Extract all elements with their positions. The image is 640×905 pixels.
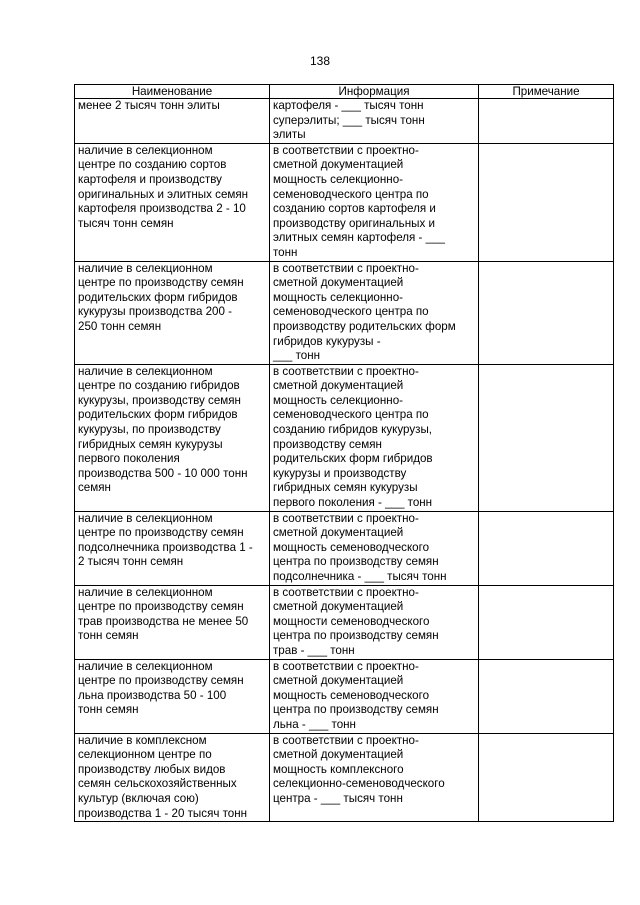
table-header-row — [75, 85, 614, 99]
cell-line: центра по производству семян — [273, 703, 439, 717]
cell-line: родительских форм гибридов — [78, 408, 238, 422]
cell-line: тысяч тонн семян — [78, 216, 174, 230]
cell-line: мощность семеноводческого — [273, 540, 430, 554]
cell-line: мощности семеноводческого — [273, 614, 430, 628]
table-row — [75, 511, 614, 585]
cell-line: наличие в селекционном — [78, 511, 213, 525]
cell-info — [270, 733, 479, 822]
header-name: Наименование — [75, 85, 270, 99]
cell-line: картофеля - ___ тысяч тонн — [273, 99, 424, 112]
cell-line: центра по производству семян — [273, 629, 439, 643]
cell-line: льна производства 50 - 100 — [78, 688, 227, 702]
page-number: 138 — [309, 54, 331, 68]
cell-line: семеноводческого центра по — [273, 305, 429, 319]
cell-note — [479, 143, 614, 261]
cell-line: трав - ___ тонн — [273, 643, 355, 657]
cell-line: центре по производству семян — [78, 526, 244, 540]
cell-line: сметной документацией — [273, 379, 404, 393]
cell-line: картофеля и производству — [78, 172, 222, 186]
cell-line: ___ тонн — [273, 349, 320, 363]
table-row — [75, 261, 614, 364]
cell-line: производству родительских форм — [273, 319, 456, 333]
cell-note — [479, 585, 614, 659]
cell-line: трав производства не менее 50 — [78, 614, 249, 628]
table-row — [75, 99, 614, 144]
cell-line: льна - ___ тонн — [273, 717, 356, 731]
cell-line: селекционно-семеноводческого — [273, 777, 445, 791]
cell-line: наличие в селекционном — [78, 585, 213, 599]
cell-info — [270, 261, 479, 364]
cell-info — [270, 659, 479, 733]
cell-line: сметной документацией — [273, 748, 404, 762]
cell-line: наличие в селекционном — [78, 659, 213, 673]
cell-line: центра по производству семян — [273, 555, 439, 569]
cell-line: суперэлиты; ___ тысяч тонн — [273, 113, 425, 127]
cell-line: в соответствии с проектно- — [273, 261, 419, 275]
cell-name — [75, 585, 270, 659]
table-row — [75, 364, 614, 511]
cell-line: менее 2 тысяч тонн элиты — [78, 99, 220, 112]
cell-line: в соответствии с проектно- — [273, 659, 419, 673]
table-row — [75, 733, 614, 822]
cell-info — [270, 511, 479, 585]
cell-line: мощность селекционно- — [273, 290, 403, 304]
header-note: Примечание — [479, 85, 614, 99]
cell-line: оригинальных и элитных семян — [78, 187, 249, 201]
cell-name — [75, 364, 270, 511]
cell-info — [270, 99, 479, 144]
cell-line: производства 500 - 10 000 тонн — [78, 466, 248, 480]
cell-line: тонн семян — [78, 703, 139, 717]
table-row — [75, 659, 614, 733]
cell-line: центре по производству семян — [78, 276, 244, 290]
cell-note — [479, 99, 614, 144]
cell-line: родительских форм гибридов — [78, 290, 238, 304]
table-row — [75, 143, 614, 261]
cell-line: производства 1 - 20 тысяч тонн — [78, 806, 248, 820]
table-row — [75, 585, 614, 659]
cell-note — [479, 261, 614, 364]
cell-line: 250 тонн семян — [78, 319, 162, 333]
cell-line: первого поколения - ___ тонн — [273, 496, 433, 510]
cell-line: кукурузы и производству — [273, 466, 407, 480]
cell-line: кукурузы, по производству — [78, 423, 221, 437]
cell-line: производству оригинальных и — [273, 216, 435, 230]
cell-line: тонн семян — [78, 629, 139, 643]
cell-line: элитных семян картофеля - ___ — [273, 231, 445, 245]
cell-line: первого поколения — [78, 452, 180, 466]
cell-line: семян — [78, 481, 111, 495]
cell-info — [270, 364, 479, 511]
cell-line: мощность семеноводческого — [273, 688, 430, 702]
cell-line: селекционном центре по — [78, 748, 212, 762]
cell-line: кукурузы, производству семян — [78, 393, 241, 407]
cell-line: центре по производству семян — [78, 674, 244, 688]
cell-line: сметной документацией — [273, 158, 404, 172]
cell-line: наличие в селекционном — [78, 364, 213, 378]
cell-line: в соответствии с проектно- — [273, 511, 419, 525]
cell-line: сметной документацией — [273, 600, 404, 614]
cell-line: элиты — [273, 128, 306, 142]
cell-line: центра - ___ тысяч тонн — [273, 791, 403, 805]
cell-line: гибридных семян кукурузы — [273, 481, 418, 495]
cell-line: мощность комплексного — [273, 762, 404, 776]
cell-line: в соответствии с проектно- — [273, 364, 419, 378]
cell-line: гибридных семян кукурузы — [78, 437, 223, 451]
cell-name — [75, 659, 270, 733]
cell-line: в соответствии с проектно- — [273, 143, 419, 157]
cell-line: подсолнечника производства 1 - — [78, 540, 253, 554]
cell-line: культур (включая сою) — [78, 791, 199, 805]
cell-line: сметной документацией — [273, 526, 404, 540]
cell-line: созданию сортов картофеля и — [273, 202, 436, 216]
cell-line: центре по созданию сортов — [78, 158, 227, 172]
cell-info — [270, 143, 479, 261]
cell-line: семян сельскохозяйственных — [78, 777, 237, 791]
cell-name — [75, 261, 270, 364]
cell-line: мощность селекционно- — [273, 393, 403, 407]
cell-note — [479, 511, 614, 585]
cell-line: семеноводческого центра по — [273, 187, 429, 201]
cell-line: тонн — [273, 245, 298, 259]
cell-line: мощность селекционно- — [273, 172, 403, 186]
cell-name — [75, 143, 270, 261]
cell-line: в соответствии с проектно- — [273, 733, 419, 747]
cell-line: центре по производству семян — [78, 600, 244, 614]
header-info: Информация — [270, 85, 479, 99]
cell-line: наличие в селекционном — [78, 143, 213, 157]
cell-line: семеноводческого центра по — [273, 408, 429, 422]
cell-line: 2 тысяч тонн семян — [78, 555, 184, 569]
cell-note — [479, 733, 614, 822]
cell-line: наличие в селекционном — [78, 261, 213, 275]
cell-note — [479, 364, 614, 511]
cell-name — [75, 733, 270, 822]
cell-note — [479, 659, 614, 733]
cell-name — [75, 99, 270, 144]
cell-line: сметной документацией — [273, 276, 404, 290]
cell-line: производству любых видов — [78, 762, 226, 776]
cell-line: гибридов кукурузы - — [273, 334, 381, 348]
cell-line: центре по созданию гибридов — [78, 379, 240, 393]
cell-line: в соответствии с проектно- — [273, 585, 419, 599]
cell-info — [270, 585, 479, 659]
cell-line: сметной документацией — [273, 674, 404, 688]
requirements-table — [74, 84, 614, 822]
cell-line: картофеля производства 2 - 10 — [78, 202, 246, 216]
cell-line: подсолнечника - ___ тысяч тонн — [273, 570, 447, 583]
cell-line: созданию гибридов кукурузы, — [273, 423, 433, 437]
cell-line: наличие в комплексном — [78, 733, 207, 747]
cell-line: родительских форм гибридов — [273, 452, 433, 466]
cell-line: производству семян — [273, 437, 382, 451]
cell-line: кукурузы производства 200 - — [78, 305, 233, 319]
cell-name — [75, 511, 270, 585]
